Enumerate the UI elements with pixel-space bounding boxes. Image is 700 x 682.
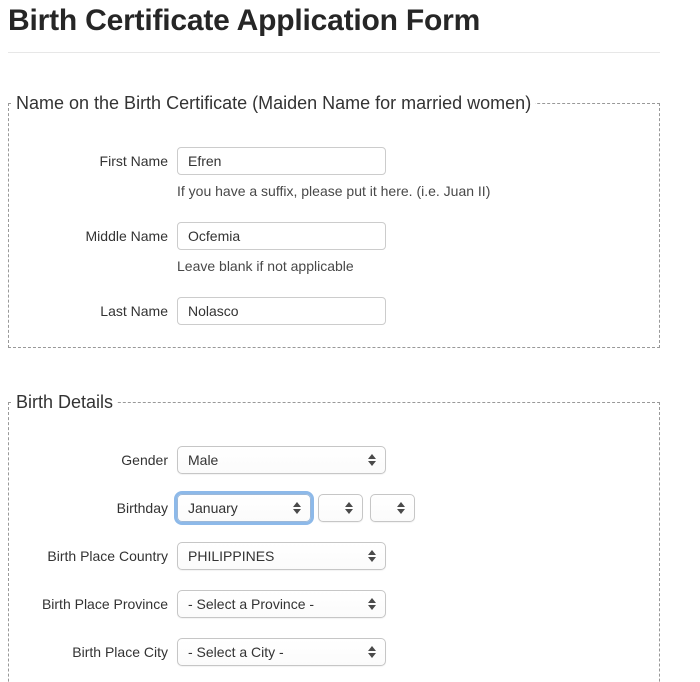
- first-name-help: If you have a suffix, please put it here. (i.e. Juan II): [177, 183, 491, 199]
- last-name-control: [177, 297, 386, 325]
- select-arrows-icon: [397, 502, 405, 514]
- first-name-input[interactable]: [177, 147, 386, 175]
- middle-name-input[interactable]: [177, 222, 386, 250]
- name-section: [8, 93, 660, 348]
- select-arrows-icon: [368, 550, 376, 562]
- last-name-label: Last Name: [100, 303, 168, 319]
- title-divider: [8, 52, 660, 53]
- birthday-day-select[interactable]: [318, 494, 363, 522]
- birth-place-city-value: - Select a City -: [188, 644, 284, 660]
- birthday-month-value: January: [188, 500, 238, 516]
- select-arrows-icon: [368, 598, 376, 610]
- first-name-control: [177, 147, 490, 200]
- middle-name-help: Leave blank if not applicable: [177, 258, 354, 274]
- birth-details-legend: Birth Details: [16, 392, 114, 412]
- name-section-legend: Name on the Birth Certificate (Maiden Name for married women): [16, 93, 532, 113]
- birth-place-province-label: Birth Place Province: [41, 596, 168, 612]
- middle-name-label: Middle Name: [85, 228, 168, 244]
- birthday-year-select[interactable]: [370, 494, 415, 522]
- birthday-label: Birthday: [116, 500, 168, 516]
- last-name-input[interactable]: [177, 297, 386, 325]
- birth-place-country-label: Birth Place Country: [47, 548, 168, 564]
- birth-place-province-row: [9, 590, 659, 618]
- gender-select[interactable]: [177, 446, 386, 474]
- first-name-label: First Name: [99, 153, 168, 169]
- select-arrows-icon: [368, 646, 376, 658]
- gender-label: Gender: [121, 452, 168, 468]
- select-arrows-icon: [293, 502, 301, 514]
- middle-name-row: [9, 222, 659, 275]
- last-name-row: [9, 297, 659, 325]
- birth-place-city-select[interactable]: [177, 638, 386, 666]
- birth-place-city-row: [9, 638, 659, 666]
- birthday-month-select[interactable]: [177, 494, 311, 522]
- birth-place-province-value: - Select a Province -: [188, 596, 315, 612]
- gender-select-value: Male: [188, 452, 219, 468]
- birth-place-city-label: Birth Place City: [72, 644, 168, 660]
- first-name-row: [9, 147, 659, 200]
- birthday-controls: [177, 494, 415, 522]
- birth-place-province-select[interactable]: [177, 590, 386, 618]
- birth-place-country-row: [9, 542, 659, 570]
- birth-place-country-select[interactable]: [177, 542, 386, 570]
- select-arrows-icon: [368, 454, 376, 466]
- gender-row: [9, 446, 659, 474]
- page-title: Birth Certificate Application Form: [8, 4, 481, 37]
- birth-place-country-value: PHILIPPINES: [188, 548, 275, 564]
- birthday-row: [9, 494, 659, 522]
- select-arrows-icon: [345, 502, 353, 514]
- birth-details-section: [8, 392, 660, 682]
- middle-name-control: [177, 222, 386, 275]
